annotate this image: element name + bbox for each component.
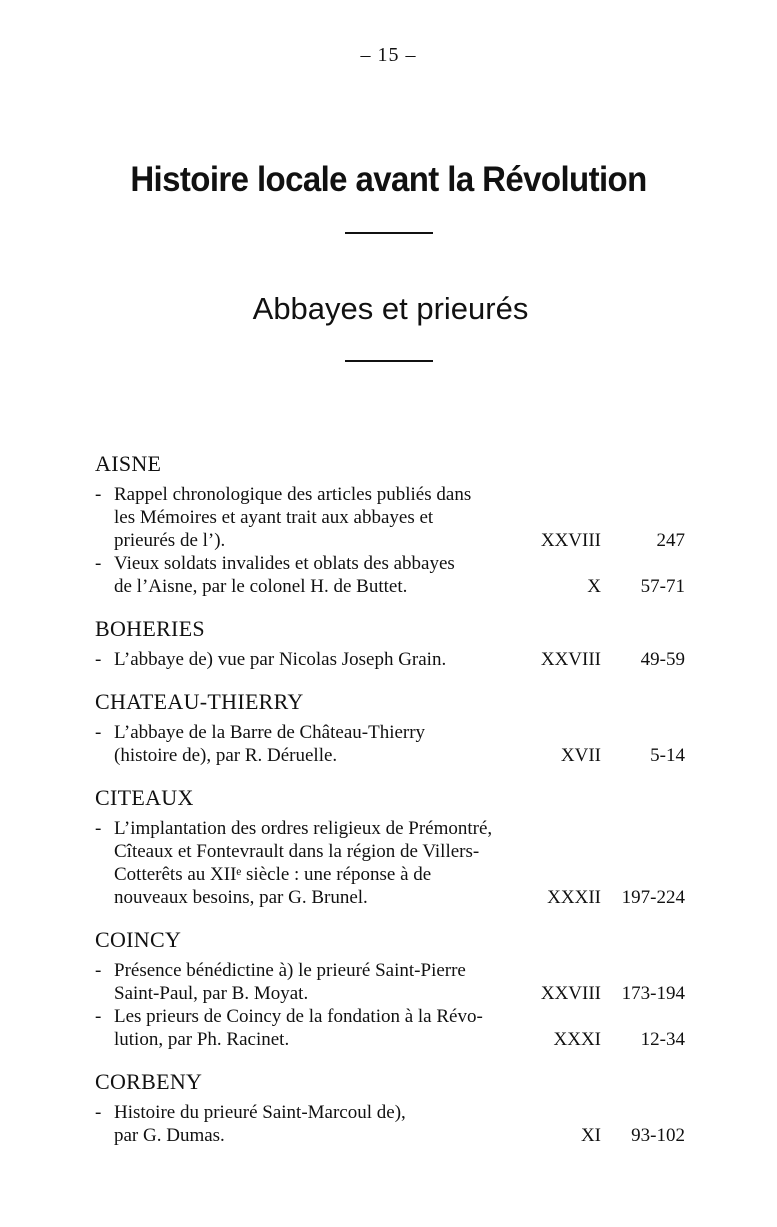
entry-dash: -	[95, 1006, 102, 1027]
index-section	[95, 689, 685, 767]
entry-dash: -	[95, 960, 102, 981]
entry-title: Histoire du prieuré Saint-Marcoul de), par G. Dumas.	[114, 1102, 406, 1146]
section-title: Abbayes et prieurés	[252, 291, 529, 326]
title-divider	[345, 232, 433, 234]
entry-volume: XI	[580, 1125, 601, 1146]
entry-dash: -	[95, 553, 102, 574]
entry-pages: 49-59	[640, 649, 685, 670]
entry-pages: 247	[656, 530, 685, 551]
entry-title: L’abbaye de la Barre de Château-Thierry (histoire de), par R. Déruelle.	[114, 722, 426, 766]
index-entry	[95, 648, 685, 671]
entry-dash: -	[95, 649, 102, 670]
index-section	[95, 927, 685, 1051]
index-entry	[95, 552, 685, 598]
place-heading: CORBENY	[95, 1069, 203, 1094]
index-entry	[95, 721, 685, 767]
entry-pages: 57-71	[640, 576, 685, 597]
entry-dash: -	[95, 1102, 102, 1123]
entry-pages: 5-14	[650, 745, 685, 766]
entry-pages: 12-34	[640, 1029, 685, 1050]
entry-title: L’implantation des ordres religieux de Prémontré, Cîteaux et Fontevrault dans la région de Villers- Cotterêts au XIIᵉ siècle : une réponse à de nouveaux besoins, par G. Brunel.	[114, 818, 493, 908]
place-heading: AISNE	[95, 451, 162, 476]
index-entry	[95, 1005, 685, 1051]
entry-volume: X	[587, 576, 601, 597]
entry-volume: XXXI	[553, 1029, 601, 1050]
page-title: Histoire locale avant la Révolution	[130, 158, 647, 199]
subtitle-divider	[345, 360, 433, 362]
index-entry	[95, 959, 685, 1005]
index-section	[95, 785, 685, 909]
index-entry	[95, 483, 685, 552]
place-heading: BOHERIES	[95, 616, 205, 641]
place-heading: COINCY	[95, 927, 182, 952]
entry-volume: XXVIII	[540, 649, 601, 670]
entry-pages: 93-102	[631, 1125, 685, 1146]
entry-pages: 173-194	[621, 983, 685, 1004]
page-number: – 15 –	[360, 44, 417, 66]
index-section	[95, 451, 685, 598]
entry-dash: -	[95, 818, 102, 839]
entry-title: Présence bénédictine à) le prieuré Saint-Pierre Saint-Paul, par B. Moyat.	[114, 960, 466, 1004]
place-heading: CHATEAU-THIERRY	[95, 689, 304, 714]
index-section	[95, 1069, 685, 1147]
entry-title: L’abbaye de) vue par Nicolas Joseph Grain.	[114, 649, 447, 670]
index-sections	[95, 451, 685, 1165]
entry-dash: -	[95, 722, 102, 743]
entry-volume: XXVIII	[540, 983, 601, 1004]
entry-title: Rappel chronologique des articles publiés dans les Mémoires et ayant trait aux abbayes et prieurés de l’).	[114, 484, 472, 551]
index-entry	[95, 1101, 685, 1147]
entry-volume: XXXII	[547, 887, 601, 908]
place-heading: CITEAUX	[95, 785, 194, 810]
entry-title: Vieux soldats invalides et oblats des abbayes de l’Aisne, par le colonel H. de Buttet.	[114, 553, 455, 597]
entry-volume: XXVIII	[540, 530, 601, 551]
entry-pages: 197-224	[621, 887, 685, 908]
index-section	[95, 616, 685, 671]
index-entry	[95, 817, 685, 909]
entry-volume: XVII	[560, 745, 601, 766]
entry-dash: -	[95, 484, 102, 505]
entry-title: Les prieurs de Coincy de la fondation à la Révo- lution, par Ph. Racinet.	[114, 1006, 483, 1050]
